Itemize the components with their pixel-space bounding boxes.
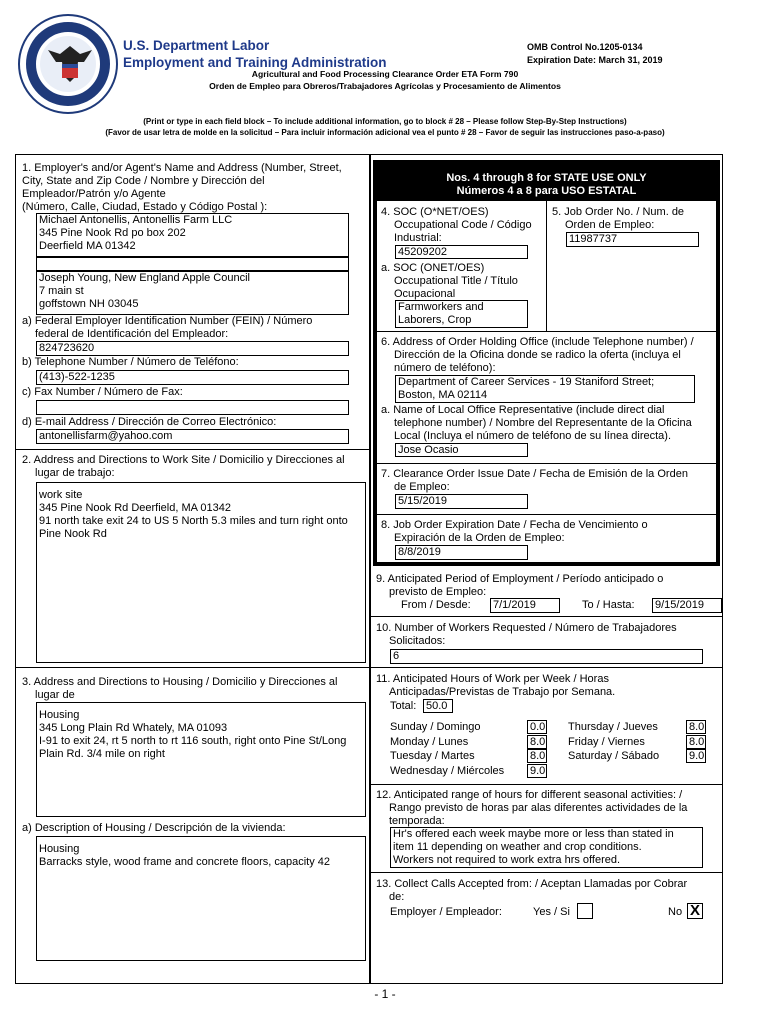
expiration-date-field[interactable]: 8/8/2019	[395, 545, 528, 560]
rep-field[interactable]: Jose Ocasio	[395, 443, 528, 457]
divider	[377, 331, 716, 332]
fein-label: a) Federal Employer Identification Number (FEIN) / Número federal de Identificación del Empleador:	[22, 315, 313, 340]
saturday-label: Saturday / Sábado	[568, 750, 660, 762]
state-bar-top	[373, 160, 720, 169]
form-title: Agricultural and Food Processing Clearance Order ETA Form 790	[251, 69, 519, 79]
agent-address-field[interactable]: Joseph Young, New England Apple Council 7 main st goffstown NH 03045	[36, 271, 349, 315]
soc-title-label: a. SOC (ONET/OES) Occupational Title / Título Ocupacional	[381, 262, 518, 300]
from-label: From / Desde:	[401, 599, 471, 611]
phone-label: b) Telephone Number / Número de Teléfono:	[22, 356, 239, 368]
no-checkbox[interactable]: X	[687, 903, 703, 919]
state-use-banner: Nos. 4 through 8 for STATE USE ONLY Números 4 a 8 para USO ESTATAL	[373, 169, 720, 201]
total-label: Total:	[390, 700, 417, 712]
divider	[370, 616, 723, 617]
wednesday-hours-field[interactable]: 9.0	[527, 764, 547, 778]
tuesday-label: Tuesday / Martes	[390, 750, 475, 762]
issue-date-field[interactable]: 5/15/2019	[395, 494, 528, 509]
divider	[370, 784, 723, 785]
monday-label: Monday / Lunes	[390, 736, 469, 748]
saturday-hours-field[interactable]: 9.0	[686, 749, 706, 763]
range-label: 12. Anticipated range of hours for different seasonal activities: / Rango previsto de horas par alas diferentes actividades de la temporada:	[376, 789, 688, 827]
divider	[370, 667, 723, 668]
fein-field[interactable]: 824723620	[36, 341, 349, 356]
housing-field[interactable]: Housing 345 Long Plain Rd Whately, MA 01093 I-91 to exit 24, rt 5 north to rt 116 south, right onto Pine St/Long Plain Rd. 3/4 mile on right	[36, 702, 366, 817]
worksite-field[interactable]: work site 345 Pine Nook Rd Deerfield, MA 01342 91 north take exit 24 to US 5 North 5.3 miles and turn right onto Pine Nook Rd	[36, 482, 366, 663]
sunday-label: Sunday / Domingo	[390, 721, 481, 733]
to-date-field[interactable]: 9/15/2019	[652, 598, 722, 613]
from-date-field[interactable]: 7/1/2019	[490, 598, 560, 613]
employer-collect-label: Employer / Empleador:	[390, 906, 502, 918]
email-label: d) E-mail Address / Dirección de Correo Electrónico:	[22, 416, 277, 428]
instructions-es: (Favor de usar letra de molde en la solicitud – Para incluir información adicional vea el punto # 28 – Favor de seguir las instrucciones paso-a-paso)	[105, 128, 665, 137]
wednesday-label: Wednesday / Miércoles	[390, 765, 505, 777]
phone-field[interactable]: (413)-522-1235	[36, 370, 349, 385]
divider	[546, 201, 547, 331]
tuesday-hours-field[interactable]: 8.0	[527, 749, 547, 763]
agency-division: Employment and Training Administration	[123, 55, 387, 70]
fax-field[interactable]	[36, 400, 349, 415]
state-bar-right	[716, 201, 720, 566]
omb-control: OMB Control No.1205-0134	[527, 42, 643, 52]
to-label: To / Hasta:	[582, 599, 635, 611]
sunday-hours-field[interactable]: 0.0	[527, 720, 547, 734]
fax-label: c) Fax Number / Número de Fax:	[22, 386, 183, 398]
form-title-es: Orden de Empleo para Obreros/Trabajadores Agrícolas y Procesamiento de Alimentos	[209, 81, 561, 91]
job-order-label: 5. Job Order No. / Num. de Orden de Empleo:	[552, 206, 685, 231]
rep-label: a. Name of Local Office Representative (include direct dial telephone number) / Nombre del Representante de la Oficina Local (Incluya el número de teléfono de su línea directa).	[381, 404, 692, 442]
employer-label: 1. Employer's and/or Agent's Name and Address (Number, Street, City, State and Zip Code / Nombre y Dirección del Empleador/Patrón y/o Agente (Número, Calle, Ciudad, Estado y Código Postal ):	[22, 162, 342, 213]
no-label: No	[668, 906, 683, 918]
expiration-date-label: 8. Job Order Expiration Date / Fecha de Vencimiento o Expiración de la Orden de Empleo:	[381, 519, 648, 544]
yes-checkbox[interactable]	[577, 903, 593, 919]
instructions: (Print or type in each field block – To include additional information, go to block # 28 – Please follow Step-By-Step Instructions)	[143, 117, 627, 126]
state-bar-bottom	[373, 562, 720, 566]
worksite-label: 2. Address and Directions to Work Site / Domicilio y Direcciones al lugar de trabajo:	[22, 454, 345, 479]
soc-code-field[interactable]: 45209202	[395, 245, 528, 259]
thursday-label: Thursday / Jueves	[568, 721, 658, 733]
office-address-field[interactable]: Department of Career Services - 19 Staniford Street; Boston, MA 02114	[395, 375, 695, 403]
housing-label: 3. Address and Directions to Housing / Domicilio y Direcciones al lugar de	[22, 676, 338, 701]
divider	[370, 872, 723, 873]
yes-label: Yes / Si	[533, 906, 570, 918]
period-label: 9. Anticipated Period of Employment / Período anticipado o previsto de Empleo:	[376, 573, 664, 598]
employer-address-extra[interactable]	[36, 257, 349, 271]
total-hours-field[interactable]: 50.0	[423, 699, 453, 713]
department-seal	[18, 14, 118, 114]
eagle-icon	[20, 16, 120, 116]
divider	[377, 514, 716, 515]
soc-label: 4. SOC (O*NET/OES) Occupational Code / Código Industrial:	[381, 206, 532, 244]
expiration-date: Expiration Date: March 31, 2019	[527, 55, 663, 65]
workers-label: 10. Number of Workers Requested / Número de Trabajadores Solicitados:	[376, 622, 677, 647]
thursday-hours-field[interactable]: 8.0	[686, 720, 706, 734]
monday-hours-field[interactable]: 8.0	[527, 735, 547, 749]
issue-date-label: 7. Clearance Order Issue Date / Fecha de Emisión de la Orden de Empleo:	[381, 468, 688, 493]
range-field[interactable]: Hr's offered each week maybe more or less than stated in item 11 depending on weather and crop conditions. Workers not required to work extra hrs offered.	[390, 827, 703, 868]
friday-hours-field[interactable]: 8.0	[686, 735, 706, 749]
office-label: 6. Address of Order Holding Office (include Telephone number) / Dirección de la Oficina donde se radico la oferta (incluya el número de teléfono):	[381, 336, 694, 374]
divider	[377, 463, 716, 464]
soc-title-field[interactable]: Farmworkers and Laborers, Crop	[395, 300, 528, 328]
workers-field[interactable]: 6	[390, 649, 703, 664]
employer-address-field[interactable]: Michael Antonellis, Antonellis Farm LLC 345 Pine Nook Rd po box 202 Deerfield MA 01342	[36, 213, 349, 257]
job-order-field[interactable]: 11987737	[566, 232, 699, 247]
email-field[interactable]: antonellisfarm@yahoo.com	[36, 429, 349, 444]
friday-label: Friday / Viernes	[568, 736, 645, 748]
housing-desc-field[interactable]: Housing Barracks style, wood frame and concrete floors, capacity 42	[36, 836, 366, 961]
collect-calls-label: 13. Collect Calls Accepted from: / Aceptan Llamadas por Cobrar de:	[376, 878, 688, 903]
page-number: - 1 -	[374, 987, 396, 1001]
divider	[15, 667, 370, 668]
housing-desc-label: a) Description of Housing / Descripción de la vivienda:	[22, 822, 286, 834]
hours-label: 11. Anticipated Hours of Work per Week / Horas Anticipadas/Previstas de Trabajo por Semana.	[376, 673, 616, 698]
state-bar-left	[373, 201, 377, 566]
divider	[15, 449, 370, 450]
agency-name: U.S. Department Labor	[123, 38, 270, 53]
